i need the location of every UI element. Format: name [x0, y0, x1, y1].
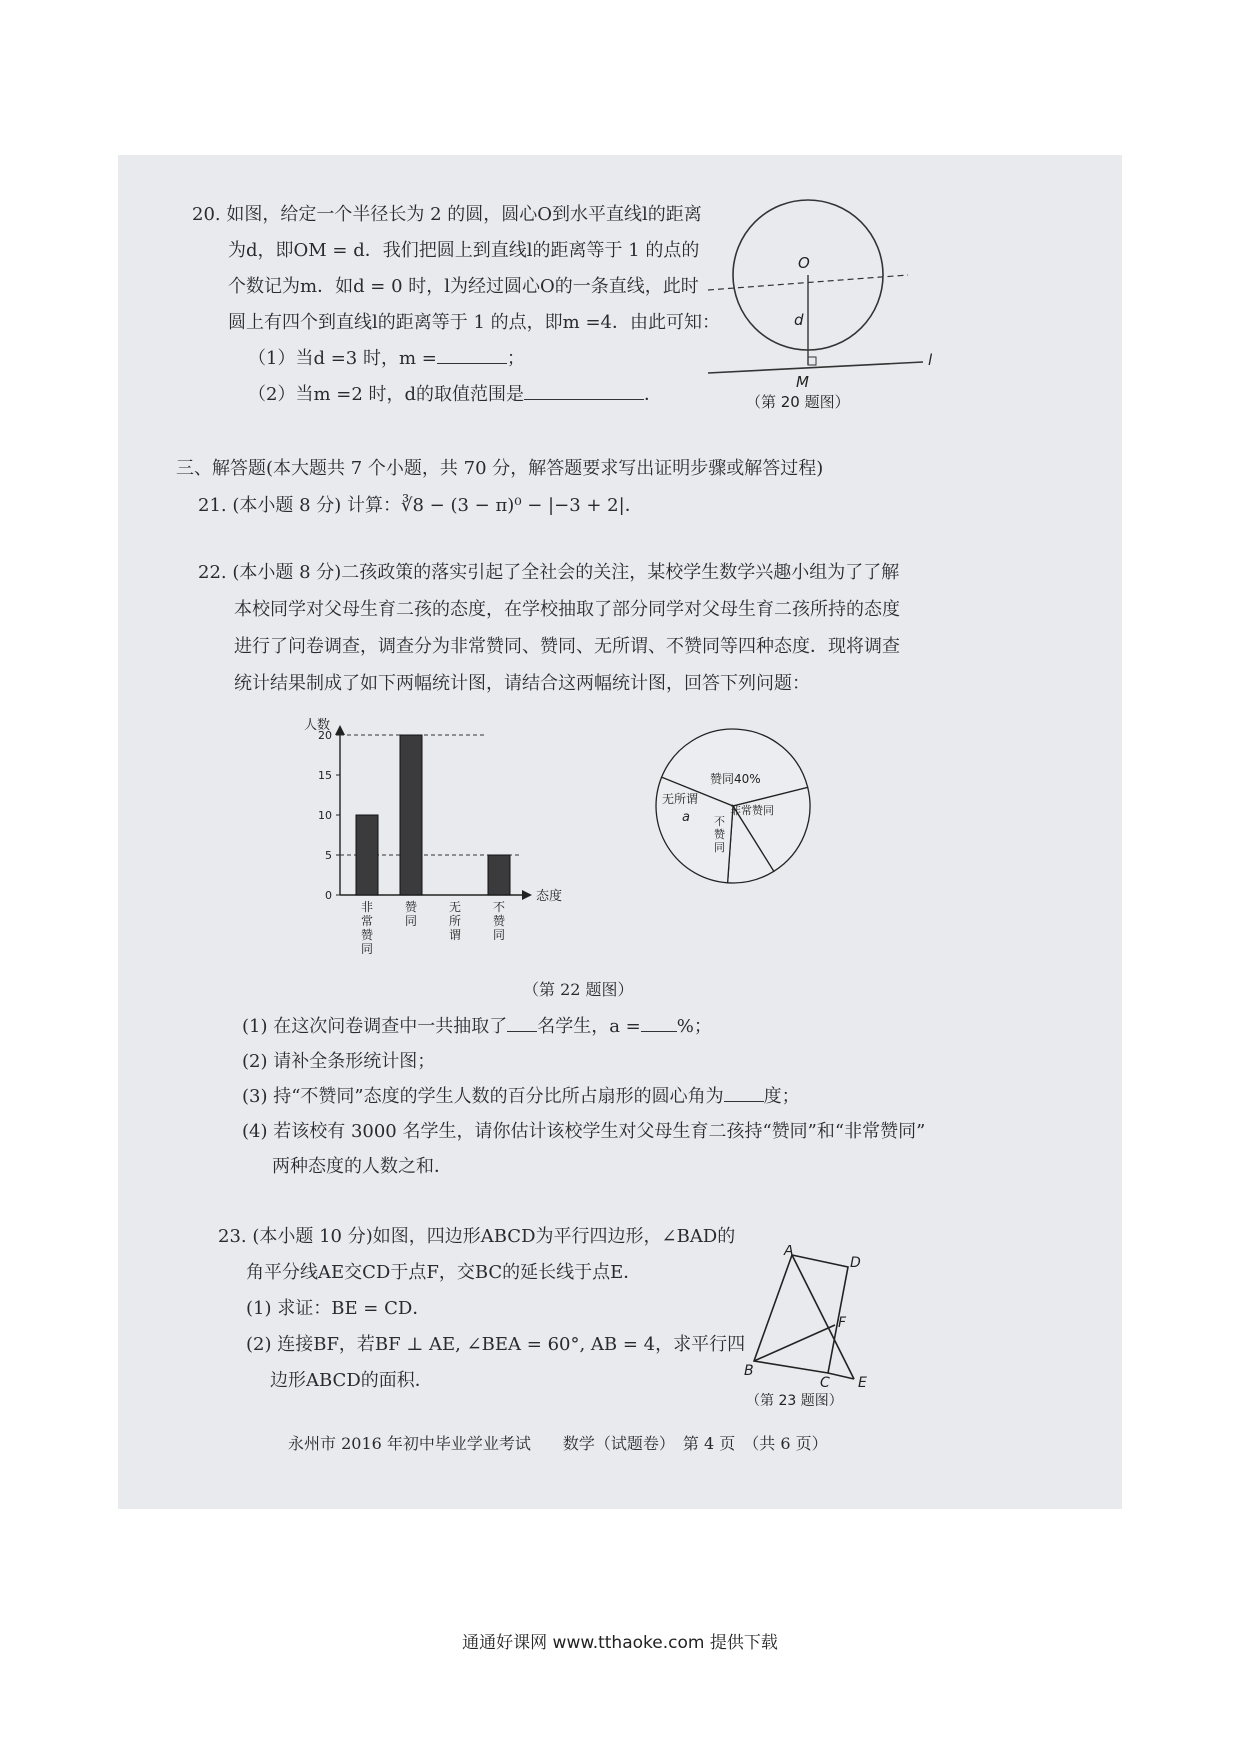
q20-answer-blank-2[interactable] — [524, 399, 644, 400]
q23-segment-BF — [754, 1325, 835, 1361]
q20-label-O: O — [798, 254, 810, 272]
bar-chart-ytick-label: 5 — [325, 849, 332, 862]
bar-2 — [400, 735, 422, 895]
q20-line1: 20. 如图，给定一个半径长为 2 的圆，圆心O到水平直线l的距离 — [192, 204, 702, 225]
q20-part2-end: ． — [644, 384, 663, 405]
q20-part1-text: （1）当d =3 时，m = — [248, 348, 437, 369]
q22-line1: 22. (本小题 8 分)二孩政策的落实引起了全社会的关注，某校学生数学兴趣小组为了了解 — [198, 562, 900, 583]
pie-label-strongly-agree: 非常赞同 — [730, 804, 774, 817]
q22-line3: 进行了问卷调查，调查分为非常赞同、赞同、无所谓、不赞同等四种态度．现将调查 — [234, 636, 900, 657]
pie-label-disagree: 不赞同 — [714, 815, 725, 854]
q20-label-l: l — [928, 351, 933, 369]
q23-caption: （第 23 题图） — [746, 1393, 843, 1409]
q20-part2-text: （2）当m =2 时，d的取值范围是 — [248, 384, 525, 405]
q23-part2-cont: 边形ABCD的面积． — [270, 1370, 433, 1391]
q20-label-d: d — [794, 311, 804, 329]
bar-chart-category-label: 无所谓 — [448, 900, 462, 942]
q20-line2: 为d，即OM = d．我们把圆上到直线l的距离等于 1 的点的 — [228, 240, 700, 261]
q23-label-E: E — [858, 1375, 867, 1391]
q23-label-B: B — [744, 1363, 754, 1379]
section-3-heading: 三、解答题(本大题共 7 个小题，共 70 分，解答题要求写出证明步骤或解答过程) — [176, 458, 824, 479]
bar-4 — [488, 855, 510, 895]
q22-sub3 — [242, 1079, 800, 1115]
q20-right-angle — [808, 357, 816, 365]
x-axis-arrow-icon — [522, 890, 532, 900]
q20-part1 — [248, 341, 525, 377]
q21-expression: ∛8 − (3 − π)⁰ − |−3 + 2|． — [401, 495, 643, 516]
pie-label-agree: 赞同40% — [710, 772, 761, 786]
q22-line2: 本校同学对父母生育二孩的态度，在学校抽取了部分同学对父母生育二孩所持的态度 — [234, 599, 900, 620]
q22-sub1 — [242, 1009, 712, 1045]
pie-label-indifferent: 无所谓 — [662, 792, 699, 806]
q23-line2: 角平分线AE交CD于点F，交BC的延长线于点E． — [246, 1262, 642, 1283]
q23-label-F: F — [838, 1315, 847, 1331]
q23-extension-CE — [828, 1373, 854, 1379]
y-axis-arrow-icon — [335, 725, 345, 735]
q20-figure — [708, 175, 948, 415]
q22-line4: 统计结果制成了如下两幅统计图，请结合这两幅统计图，回答下列问题： — [234, 673, 810, 694]
q23-part1: (1) 求证：BE = CD． — [246, 1298, 431, 1319]
bar-chart-category-label: 非常赞同 — [360, 900, 374, 956]
q22-sub1-text-a: (1) 在这次问卷调查中一共抽取了 — [242, 1016, 508, 1037]
q22-caption: （第 22 题图） — [523, 980, 634, 999]
q20-part1-end: ； — [506, 348, 525, 369]
q23-label-A: A — [784, 1245, 794, 1259]
q22-pie-chart — [648, 721, 818, 891]
q22-answer-blank-a[interactable] — [641, 1031, 677, 1032]
q22-sub4-line1: (4) 若该校有 3000 名学生，请你估计该校学生对父母生育二孩持“赞同”和“非常赞同” — [242, 1121, 926, 1142]
bar-chart-xlabel: 态度 — [536, 889, 563, 904]
q23-line1: 23. (本小题 10 分)如图，四边形ABCD为平行四边形，∠BAD的 — [218, 1226, 736, 1247]
bar-chart-ytick-label: 20 — [318, 729, 332, 742]
pie-label-a: a — [682, 810, 690, 825]
exam-page — [118, 155, 1122, 1509]
q22-sub3-text-b: 度； — [763, 1086, 800, 1107]
bar-chart-ytick-label: 15 — [318, 769, 332, 782]
q20-answer-blank-1[interactable] — [437, 363, 507, 364]
q23-figure — [738, 1245, 878, 1410]
bar-1 — [356, 815, 378, 895]
q22-sub1-text-b: 名学生，a = — [537, 1016, 641, 1037]
q22-sub3-text-a: (3) 持“不赞同”态度的学生人数的百分比所占扇形的圆心角为 — [242, 1086, 724, 1107]
q23-label-C: C — [820, 1375, 830, 1391]
bar-chart-ytick-label: 10 — [318, 809, 332, 822]
q21 — [198, 488, 643, 524]
q20-part2 — [248, 377, 662, 413]
q22-sub4-line2: 两种态度的人数之和． — [272, 1156, 452, 1177]
q20-caption: （第 20 题图） — [746, 393, 850, 411]
q22-sub2: (2) 请补全条形统计图； — [242, 1051, 436, 1072]
bar-chart-category-label: 赞同 — [404, 900, 418, 928]
bar-chart-ylabel: 人数 — [304, 718, 331, 733]
q20-line4: 圆上有四个到直线l的距离等于 1 的点，即m =4．由此可知： — [228, 312, 720, 333]
q22-answer-blank-angle[interactable] — [724, 1101, 764, 1102]
q20-line3: 个数记为m．如d = 0 时，l为经过圆心O的一条直线，此时 — [228, 276, 699, 297]
q22-sub1-text-c: %； — [676, 1016, 712, 1037]
q22-answer-blank-total[interactable] — [507, 1031, 537, 1032]
exam-footer: 永州市 2016 年初中毕业学业考试 数学（试题卷） 第 4 页 （共 6 页） — [288, 1434, 828, 1453]
source-credit: 通通好课网 www.tthaoke.com 提供下载 — [462, 1633, 778, 1653]
bar-chart-marks — [318, 729, 519, 956]
q20-label-M: M — [796, 373, 809, 391]
q22-bar-chart — [304, 715, 584, 985]
q23-part2: (2) 连接BF，若BF ⊥ AE, ∠BEA = 60°, AB = 4，求平行四 — [246, 1334, 746, 1355]
bar-chart-category-label: 不赞同 — [492, 900, 506, 942]
q23-label-D: D — [850, 1255, 861, 1271]
bar-chart-ytick-label: 0 — [325, 889, 332, 902]
q21-prefix: 21. (本小题 8 分) 计算： — [198, 495, 402, 516]
